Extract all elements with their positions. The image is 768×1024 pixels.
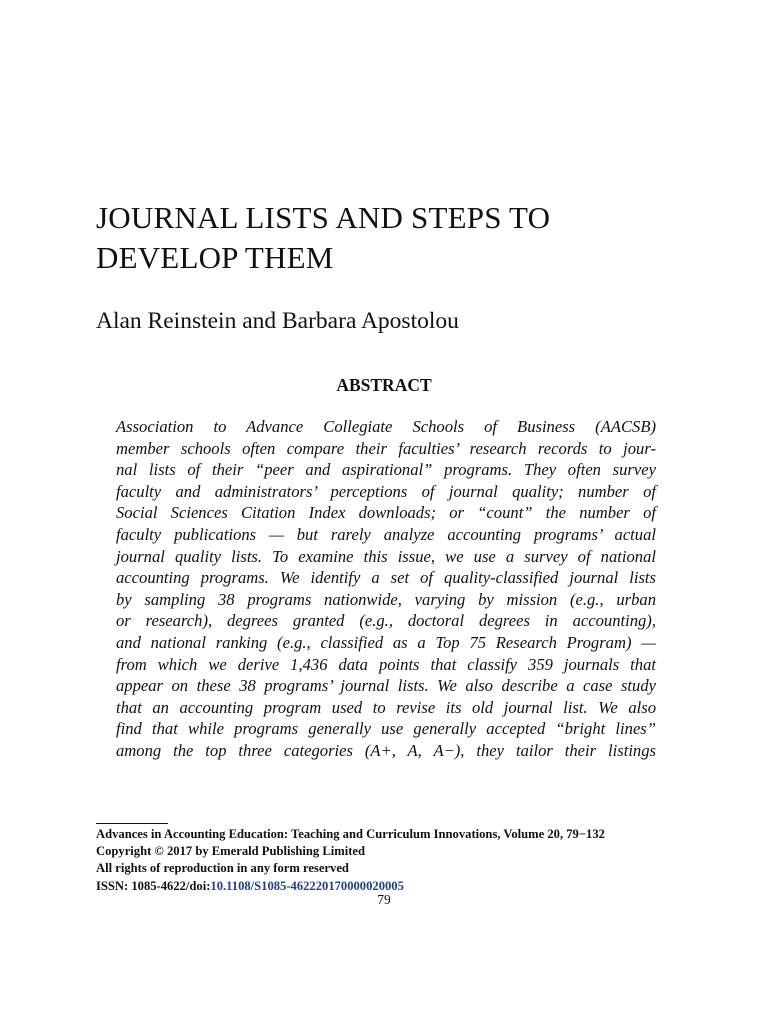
- doi-link[interactable]: 10.1108/S1085-462220170000020005: [210, 878, 404, 893]
- abstract-line: that an accounting program used to revise its old journal list. We also: [116, 697, 656, 717]
- abstract-line: by sampling 38 programs nationwide, varying by mission (e.g., urban: [116, 589, 656, 609]
- article-title: [96, 198, 696, 278]
- rights-notice: All rights of reproduction in any form reserved: [96, 861, 349, 876]
- abstract-line: find that while programs generally use generally accepted “bright lines”: [116, 719, 656, 739]
- abstract-line: nal lists of their “peer and aspirational” programs. They often survey: [116, 460, 656, 480]
- abstract-line: accounting programs. We identify a set of quality-classified journal lists: [116, 568, 656, 588]
- copyright-notice: Copyright © 2017 by Emerald Publishing Limited: [96, 844, 366, 859]
- abstract-line: appear on these 38 programs’ journal lists. We also describe a case study: [116, 676, 656, 696]
- abstract-line: from which we derive 1,436 data points that classify 359 journals that: [116, 654, 656, 674]
- article-authors: Alan Reinstein and Barbara Apostolou: [96, 308, 459, 334]
- abstract-line: or research), degrees granted (e.g., doctoral degrees in accounting),: [116, 611, 656, 631]
- abstract-body: [116, 416, 656, 762]
- article-title-line-1: JOURNAL LISTS AND STEPS TO: [96, 200, 551, 235]
- series-citation: Advances in Accounting Education: Teaching and Curriculum Innovations, Volume 20, 79−132: [96, 827, 605, 841]
- footnote-divider: [96, 823, 168, 824]
- article-title-line-2: DEVELOP THEM: [96, 240, 334, 275]
- publication-footnote: [96, 826, 696, 895]
- abstract-heading: ABSTRACT: [336, 375, 432, 395]
- abstract-line: journal quality lists. To examine this issue, we use a survey of national: [116, 546, 656, 566]
- abstract-line: among the top three categories (A+, A, A−), they tailor their listings: [116, 740, 656, 760]
- abstract-line: Association to Advance Collegiate Schools of Business (AACSB): [116, 417, 656, 436]
- page-number: 79: [377, 892, 391, 907]
- abstract-line: faculty publications — but rarely analyze accounting programs’ actual: [116, 524, 656, 544]
- issn-label: ISSN: 1085-4622/doi:: [96, 878, 211, 893]
- abstract-line: faculty and administrators’ perceptions of journal quality; number of: [116, 481, 656, 501]
- abstract-line: and national ranking (e.g., classified as a Top 75 Research Program) —: [116, 632, 656, 652]
- abstract-line: Social Sciences Citation Index downloads; or “count” the number of: [116, 503, 656, 523]
- abstract-line: member schools often compare their faculties’ research records to jour-: [116, 438, 656, 458]
